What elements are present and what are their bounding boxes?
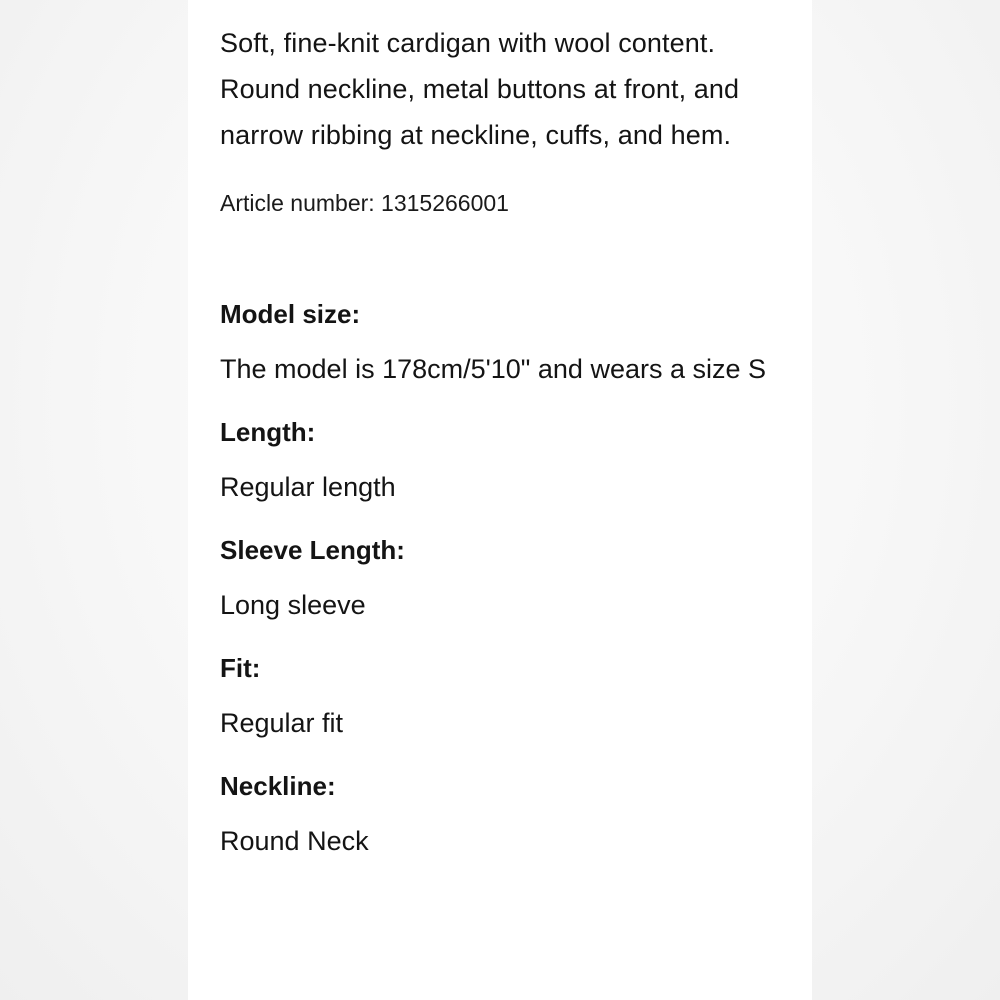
detail-neckline — [220, 768, 784, 864]
product-details-panel — [188, 0, 812, 1000]
detail-length — [220, 414, 784, 510]
detail-label: Fit: — [220, 653, 261, 683]
article-number: Article number: 1315266001 — [220, 190, 509, 216]
detail-label: Neckline: — [220, 771, 336, 801]
detail-sleeve-length — [220, 532, 784, 628]
detail-label: Length: — [220, 417, 316, 447]
detail-fit — [220, 650, 784, 746]
detail-label: Sleeve Length: — [220, 535, 405, 565]
detail-value: Round Neck — [220, 826, 369, 856]
detail-value: Regular fit — [220, 708, 344, 738]
detail-model-size — [220, 296, 784, 392]
detail-value: Long sleeve — [220, 590, 366, 620]
detail-label: Model size: — [220, 299, 361, 329]
product-description: Soft, fine-knit cardigan with wool content. Round neckline, metal buttons at front, and narrow ribbing at neckline, cuffs, and hem. — [220, 28, 740, 150]
detail-value: Regular length — [220, 472, 396, 502]
product-attributes — [220, 296, 784, 864]
detail-value: The model is 178cm/5'10" and wears a size S — [220, 354, 767, 384]
